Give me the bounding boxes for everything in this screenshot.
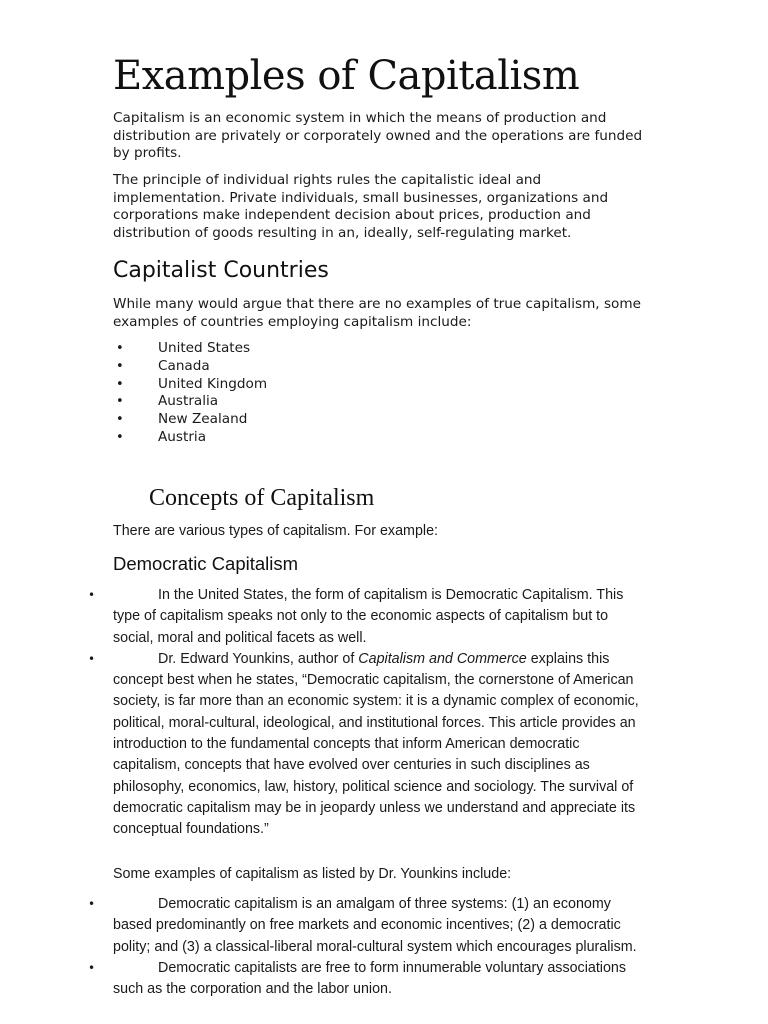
- capitalist-countries-heading: Capitalist Countries: [113, 258, 329, 283]
- list-item: [88, 894, 648, 958]
- bullet-icon: •: [116, 429, 124, 445]
- bullet-icon: •: [116, 412, 124, 428]
- list-item-text: Democratic capitalism is an amalgam of three systems: (1) an economy based predominantly on free markets and economic incentives; (2) a democratic polity; and (3) a classical-liberal moral-cultural system which encourages pluralism.: [113, 896, 637, 955]
- bullet-icon: •: [88, 960, 96, 975]
- book-title: Capitalism and Commerce: [358, 650, 527, 667]
- concepts-heading: Concepts of Capitalism: [149, 485, 375, 511]
- country-name: United Kingdom: [158, 375, 268, 392]
- document-title: Examples of Capitalism: [113, 53, 580, 99]
- concepts-lead-paragraph: There are various types of capitalism. For example:: [113, 523, 438, 539]
- list-item: [88, 585, 648, 649]
- bullet-icon: •: [88, 588, 96, 602]
- country-name: Australia: [158, 393, 219, 410]
- list-item: [113, 358, 267, 376]
- bullet-icon: •: [88, 897, 96, 911]
- list-item-text: In the United States, the form of capitalism is Democratic Capitalism. This type of capitalism speaks not only to the economic aspects of capitalism but to social, moral and political facets as well.: [113, 587, 624, 646]
- list-item-text-pre: Dr. Edward Younkins, author of: [158, 650, 359, 667]
- list-item: [113, 411, 267, 429]
- intro-paragraph-2: The principle of individual rights rules the capitalistic ideal and implementation. Private individuals, small businesses, organizations and corporations make independent decision about prices, production and distribution of goods resulting in an, ideally, self-regulating market.: [113, 172, 609, 241]
- list-item: [88, 649, 648, 841]
- list-item-text: Democratic capitalists are free to form innumerable voluntary associations such as the corporation and the labor union.: [113, 959, 627, 998]
- bullet-icon: •: [116, 376, 124, 392]
- bullet-icon: •: [116, 358, 124, 374]
- younkins-examples-list: [88, 894, 648, 1000]
- countries-list: [113, 340, 267, 447]
- intro-paragraph-1: Capitalism is an economic system in which the means of production and distribution are privately or corporately owned and the operations are funded by profits.: [113, 110, 643, 161]
- country-name: New Zealand: [158, 411, 248, 428]
- list-item: [113, 340, 267, 358]
- bullet-icon: •: [88, 651, 96, 666]
- countries-lead-paragraph: While many would argue that there are no examples of true capitalism, some examples of countries employing capitalism include:: [113, 296, 641, 330]
- democratic-capitalism-list: [88, 585, 648, 841]
- bullet-icon: •: [116, 341, 124, 356]
- bullet-icon: •: [116, 394, 124, 410]
- list-item: [113, 376, 267, 394]
- country-name: United States: [158, 340, 251, 356]
- list-item: [88, 958, 648, 1001]
- list-item: [113, 429, 267, 447]
- country-name: Canada: [158, 357, 210, 374]
- list-item-text-post: explains this concept best when he states, “Democratic capitalism, the cornerstone of American society, is far more than an economic system: it is a dynamic complex of economic, political, moral-cultural, ideological, and institutional forces. This article provides an introduction to the fundamental concepts that inform American democratic capitalism, concepts that have evolved over centuries in such disciplines as philosophy, economics, law, history, political science and sociology. The survival of democratic capitalism may be in jeopardy unless we understand and appreciate its conceptual foundations.”: [113, 650, 639, 838]
- democratic-capitalism-heading: Democratic Capitalism: [113, 553, 299, 574]
- country-name: Austria: [158, 428, 207, 445]
- list-item: [113, 393, 267, 411]
- younkins-lead-paragraph: Some examples of capitalism as listed by Dr. Younkins include:: [113, 866, 512, 882]
